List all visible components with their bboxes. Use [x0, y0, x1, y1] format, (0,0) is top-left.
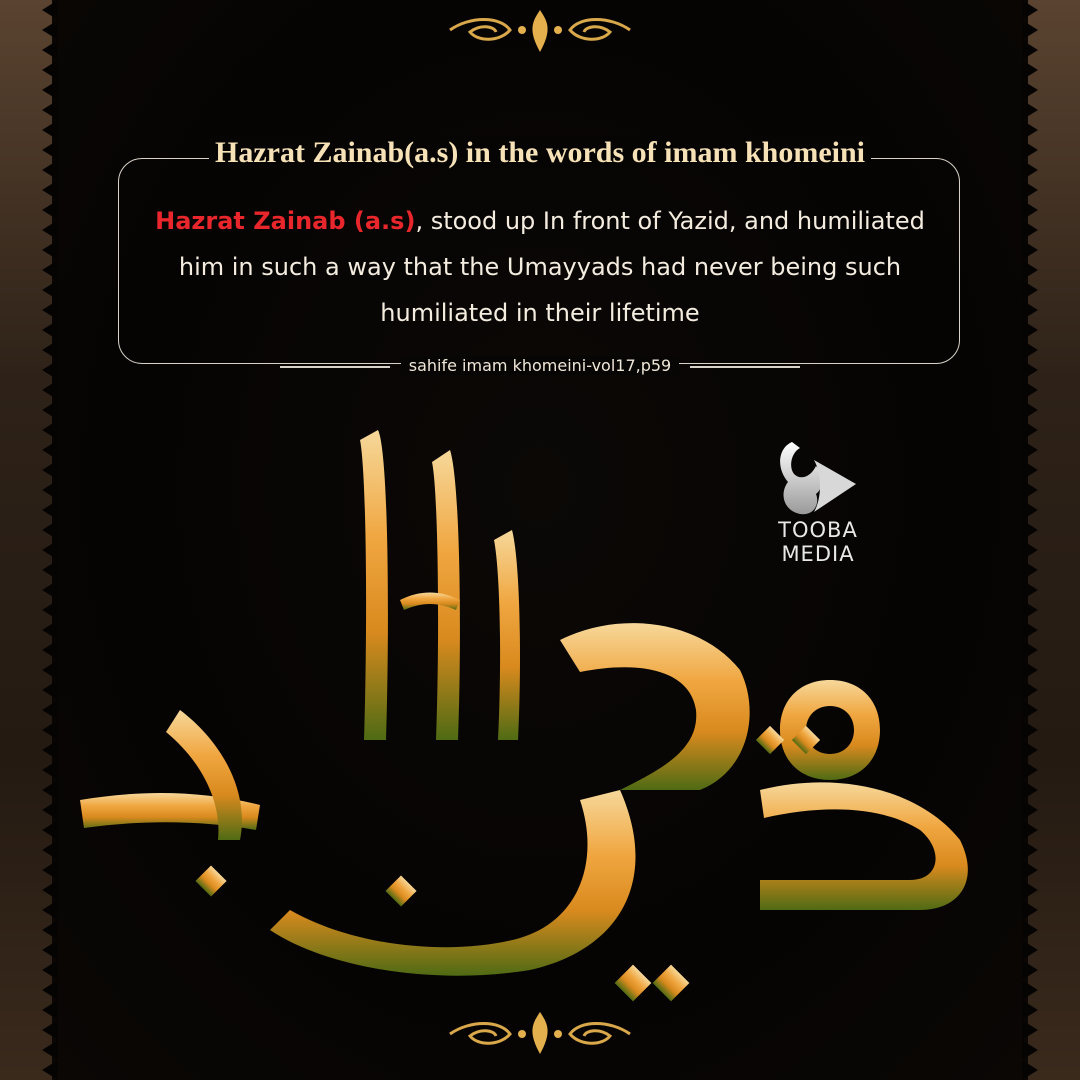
brand-name: TOOBA MEDIA	[778, 518, 858, 566]
quote-line-2: him in such a way that the Umayyads had never being such	[178, 253, 902, 281]
top-ornament	[0, 8, 1080, 58]
page-title: Hazrat Zainab(a.s) in the words of imam khomeini	[0, 136, 1080, 170]
quote-line-3: humiliated in their lifetime	[380, 299, 700, 327]
arabic-calligraphy	[60, 410, 1020, 1010]
quote-highlight: Hazrat Zainab (a.s)	[155, 207, 416, 235]
source-citation: sahife imam khomeini-vol17,p59	[0, 356, 1080, 375]
bottom-ornament	[0, 1004, 1080, 1054]
quote-line-1: Hazrat Zainab (a.s), stood up In front of Yazid, and humiliated	[155, 207, 925, 235]
calligraphy-text: عقیله الطالبین	[510, 992, 570, 1003]
quote-text	[128, 198, 952, 336]
